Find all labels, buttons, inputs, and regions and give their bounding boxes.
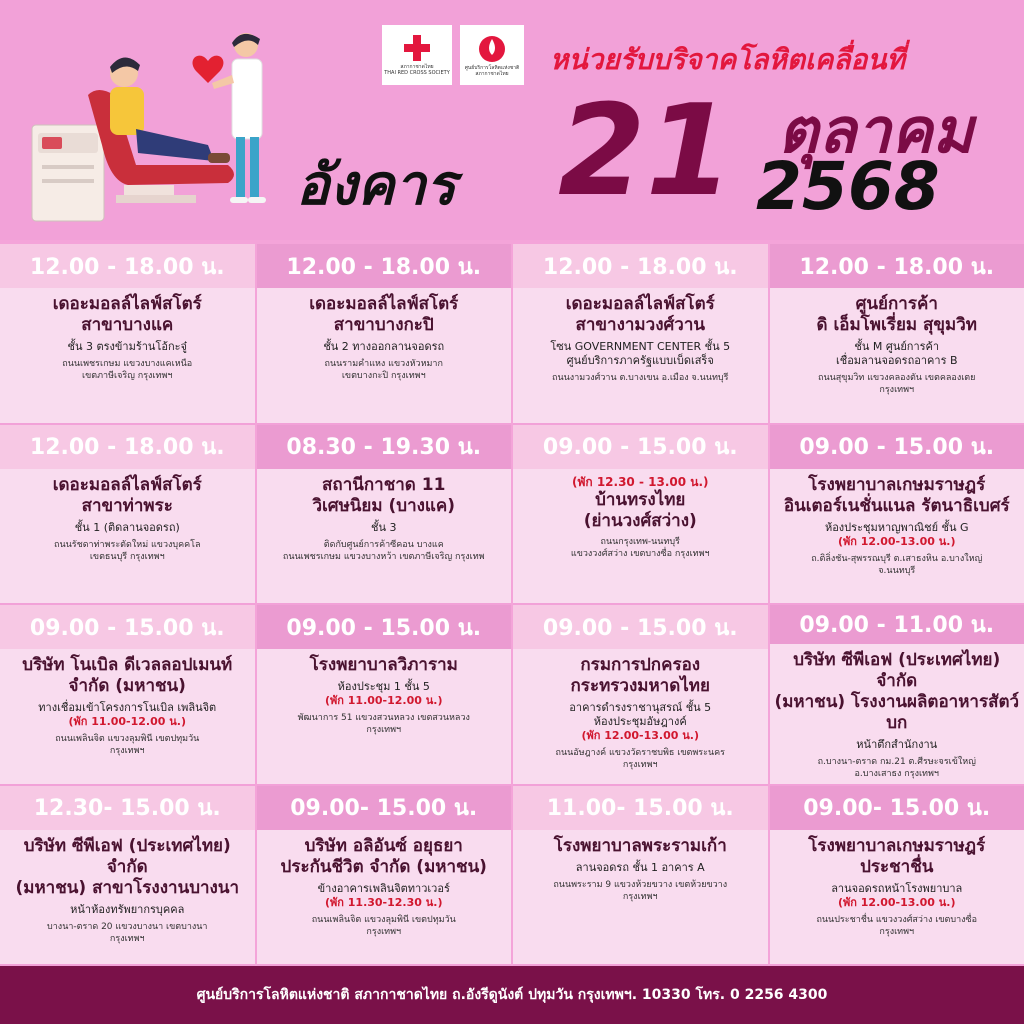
site-address: ถ.บางนา-ตราด กม.21 ต.ศีรษะจรเข้ใหญ่ อ.บางเสาธง กรุงเทพฯ [817, 756, 976, 779]
site-card [257, 786, 512, 967]
site-name: บริษัท ซีพีเอฟ (ประเทศไทย) จำกัด (มหาชน) โรงงานผลิตอาหารสัตว์บก [774, 649, 1020, 733]
site-location-detail: ทางเชื่อมเข้าโครงการโนเบิล เพลินจิต [38, 701, 217, 714]
site-name: เดอะมอลล์ไลฟ์สโตร์ สาขาบางกะปิ [309, 294, 459, 335]
site-name: บริษัท โนเบิล ดีเวลลอปเมนท์ จำกัด (มหาชน) [22, 655, 233, 696]
site-time: 08.30 - 19.30 น. [257, 425, 512, 469]
site-address: ถนนอัษฎางค์ แขวงวัดราชบพิธ เขตพระนคร กรุงเทพฯ [555, 748, 725, 770]
schedule-grid [0, 244, 1024, 966]
site-location-detail: ชั้น 2 ทางออกลานจอดรถ [323, 340, 445, 353]
donor-illustration [28, 25, 288, 225]
thai-red-cross-logo [382, 25, 452, 85]
site-address: ถนนประชาชื่น แขวงวงศ์สว่าง เขตบางซื่อ กรุงเทพฯ [816, 914, 978, 937]
site-address: ถนนเพลินจิต แขวงลุมพินี เขตปทุมวัน กรุงเทพฯ [55, 734, 200, 756]
site-location-detail: ห้องประชุม 1 ชั้น 5 [337, 680, 430, 693]
site-time: 09.00 - 15.00 น. [770, 425, 1024, 469]
site-time: 09.00 - 11.00 น. [770, 605, 1024, 644]
site-time: 09.00 - 15.00 น. [513, 425, 768, 469]
national-blood-centre-logo [460, 25, 524, 85]
site-address: พัฒนาการ 51 แขวงสวนหลวง เขตสวนหลวง กรุงเทพฯ [297, 713, 470, 735]
site-details [0, 469, 255, 604]
site-card [513, 605, 768, 786]
site-address: ถนนเพลินจิต แขวงลุมพินี เขตปทุมวัน กรุงเทพฯ [311, 914, 456, 937]
site-location-detail: ชั้น M ศูนย์การค้า เชื่อมลานจอดรถอาคาร B [835, 340, 958, 367]
site-name: โรงพยาบาลพระรามเก้า [553, 835, 727, 856]
site-location-detail: ห้องประชุมหาญพาณิชย์ ชั้น G [824, 520, 969, 534]
site-card [0, 786, 255, 967]
site-details [257, 830, 512, 965]
site-name: ศูนย์การค้า ดิ เอ็มโพเรี่ยม สุขุมวิท [816, 294, 977, 335]
site-card [513, 425, 768, 606]
footer-contact: ศูนย์บริการโลหิตแห่งชาติ สภากาชาดไทย ถ.อังรีดูนังต์ ปทุมวัน กรุงเทพฯ. 10330 โทร. 0 2256 4300 [196, 987, 828, 1003]
site-address: ถนนกรุงเทพ-นนทบุรี แขวงวงศ์สว่าง เขตบางซื่อ กรุงเทพฯ [570, 536, 710, 559]
site-time: 12.00 - 18.00 น. [257, 244, 512, 288]
site-location-detail: โซน GOVERNMENT CENTER ชั้น 5 ศูนย์บริการภาครัฐแบบเบ็ดเสร็จ [550, 340, 731, 367]
site-break-note: (พัก 12.00-13.00 น.) [581, 729, 699, 742]
site-address: ถนนพระราม 9 แขวงห้วยขวาง เขตห้วยขวาง กรุงเทพฯ [553, 879, 728, 902]
site-details [770, 469, 1024, 604]
site-card [257, 605, 512, 786]
site-name: บ้านทรงไทย (ย่านวงศ์สว่าง) [583, 489, 697, 531]
site-address: บางนา-ตราด 20 แขวงบางนา เขตบางนา กรุงเทพฯ [47, 921, 208, 944]
site-time: 09.00 - 15.00 น. [513, 605, 768, 649]
site-time: 12.00 - 18.00 น. [513, 244, 768, 288]
site-location-detail: ลานจอดรถ ชั้น 1 อาคาร A [575, 860, 705, 874]
site-break-note: (พัก 11.00-12.00 น.) [325, 694, 443, 707]
day-number: 21 [558, 77, 734, 224]
site-card [0, 605, 255, 786]
site-address: ถนนงามวงศ์วาน ต.บางเขน อ.เมือง จ.นนทบุรี [552, 373, 729, 383]
header [0, 0, 1024, 240]
site-time: 12.30- 15.00 น. [0, 786, 255, 830]
site-card [257, 244, 512, 425]
site-location-detail: ชั้น 1 (ติดลานจอดรถ) [74, 520, 180, 534]
site-name: โรงพยาบาลวิภาราม [309, 655, 458, 675]
site-details [257, 649, 512, 784]
site-card [0, 425, 255, 606]
page-title: หน่วยรับบริจาคโลหิตเคลื่อนที่ [550, 43, 905, 76]
site-details [770, 644, 1024, 784]
site-name: สถานีกาชาด 11 วิเศษนิยม (บางแค) [312, 474, 456, 516]
site-location-detail: หน้าห้องทรัพยากรบุคคล [70, 902, 185, 916]
blood-drop-icon [478, 33, 506, 63]
site-card [770, 786, 1024, 967]
red-cross-icon [404, 35, 430, 61]
site-details [513, 469, 768, 604]
month: ตุลาคม [778, 94, 974, 167]
site-card [770, 605, 1024, 786]
site-details [0, 288, 255, 423]
site-details [257, 469, 512, 604]
site-details [513, 830, 768, 965]
site-location-detail: ข้างอาคารเพลินจิตทาวเวอร์ [317, 881, 450, 895]
site-address: ถ.ติลิ่งชัน-สุพรรณบุรี ต.เสาธงหิน อ.บางใหญ่ จ.นนทบุรี [811, 553, 983, 576]
site-address: ถนนรัชดาท่าพระตัดใหม่ แขวงบุคคโล เขตธนบุรี กรุงเทพฯ [54, 539, 201, 562]
site-time: 09.00- 15.00 น. [770, 786, 1024, 830]
site-location-detail: ลานจอดรถหน้าโรงพยาบาล [831, 881, 963, 895]
site-card [0, 244, 255, 425]
site-time: 12.00 - 18.00 น. [0, 244, 255, 288]
site-card [770, 244, 1024, 425]
logo-trc-text: สภากาชาดไทย THAI RED CROSS SOCIETY [384, 63, 450, 76]
site-address: ถนนเพชรเกษม แขวงบางแคเหนือ เขตภาษีเจริญ กรุงเทพฯ [62, 359, 193, 381]
site-details [0, 649, 255, 784]
site-time: 09.00 - 15.00 น. [257, 605, 512, 649]
site-location-detail: ชั้น 3 [371, 520, 397, 534]
site-name: บริษัท อลิอันซ์ อยุธยา ประกันชีวิต จำกัด (มหาชน) [280, 835, 487, 877]
site-card [513, 244, 768, 425]
site-details [513, 649, 768, 784]
site-name: กรมการปกครอง กระทรวงมหาดไทย [570, 655, 710, 696]
site-break-note: (พัก 12.00-13.00 น.) [838, 895, 956, 909]
site-name: โรงพยาบาลเกษมราษฎร์ อินเตอร์เนชั่นแนล รัตนาธิเบศร์ [783, 474, 1010, 516]
site-location-detail: หน้าตึกสำนักงาน [856, 737, 938, 751]
site-name: โรงพยาบาลเกษมราษฎร์ ประชาชื่น [808, 835, 986, 877]
site-address: ถนนรามคำแหง แขวงหัวหมาก เขตบางกะปิ กรุงเทพฯ [324, 359, 443, 381]
site-time: 12.00 - 18.00 น. [0, 425, 255, 469]
site-details [0, 830, 255, 965]
site-location-detail: อาคารดำรงราชานุสรณ์ ชั้น 5 ห้องประชุมอัษฎางค์ [569, 701, 712, 728]
site-location-detail: ชั้น 3 ตรงข้ามร้านโอ้กะจู๋ [67, 340, 187, 353]
site-card [770, 425, 1024, 606]
year: 2568 [756, 148, 940, 225]
site-name: เดอะมอลล์ไลฟ์สโตร์ สาขาบางแค [52, 294, 202, 335]
logo-nbc-text: ศูนย์บริการโลหิตแห่งชาติ สภากาชาดไทย [464, 65, 520, 77]
weekday: อังคาร [296, 153, 456, 218]
site-name: เดอะมอลล์ไลฟ์สโตร์ สาขาท่าพระ [52, 474, 202, 516]
site-time: 12.00 - 18.00 น. [770, 244, 1024, 288]
site-address: ติดกับศูนย์การค้าซีคอน บางแค ถนนเพชรเกษม แขวงบางหว้า เขตภาษีเจริญ กรุงเทพ [282, 539, 485, 562]
footer [0, 966, 1024, 1024]
site-card [257, 425, 512, 606]
site-break-note: (พัก 11.30-12.30 น.) [325, 895, 443, 909]
site-details [770, 288, 1024, 423]
site-details [513, 288, 768, 423]
site-break-note: (พัก 11.00-12.00 น.) [68, 715, 186, 728]
site-name: บริษัท ซีพีเอฟ (ประเทศไทย) จำกัด (มหาชน) สาขาโรงงานบางนา [15, 835, 239, 898]
site-time: 09.00 - 15.00 น. [0, 605, 255, 649]
site-details [770, 830, 1024, 965]
site-time: 09.00- 15.00 น. [257, 786, 512, 830]
site-details [257, 288, 512, 423]
site-name: เดอะมอลล์ไลฟ์สโตร์ สาขางามวงศ์วาน [565, 294, 715, 335]
site-break-note: (พัก 12.30 - 13.00 น.) [571, 474, 709, 489]
site-break-note: (พัก 12.00-13.00 น.) [838, 534, 956, 548]
site-card [513, 786, 768, 967]
site-address: ถนนสุขุมวิท แขวงคลองตัน เขตคลองเตย กรุงเทพฯ [818, 373, 976, 395]
site-time: 11.00- 15.00 น. [513, 786, 768, 830]
